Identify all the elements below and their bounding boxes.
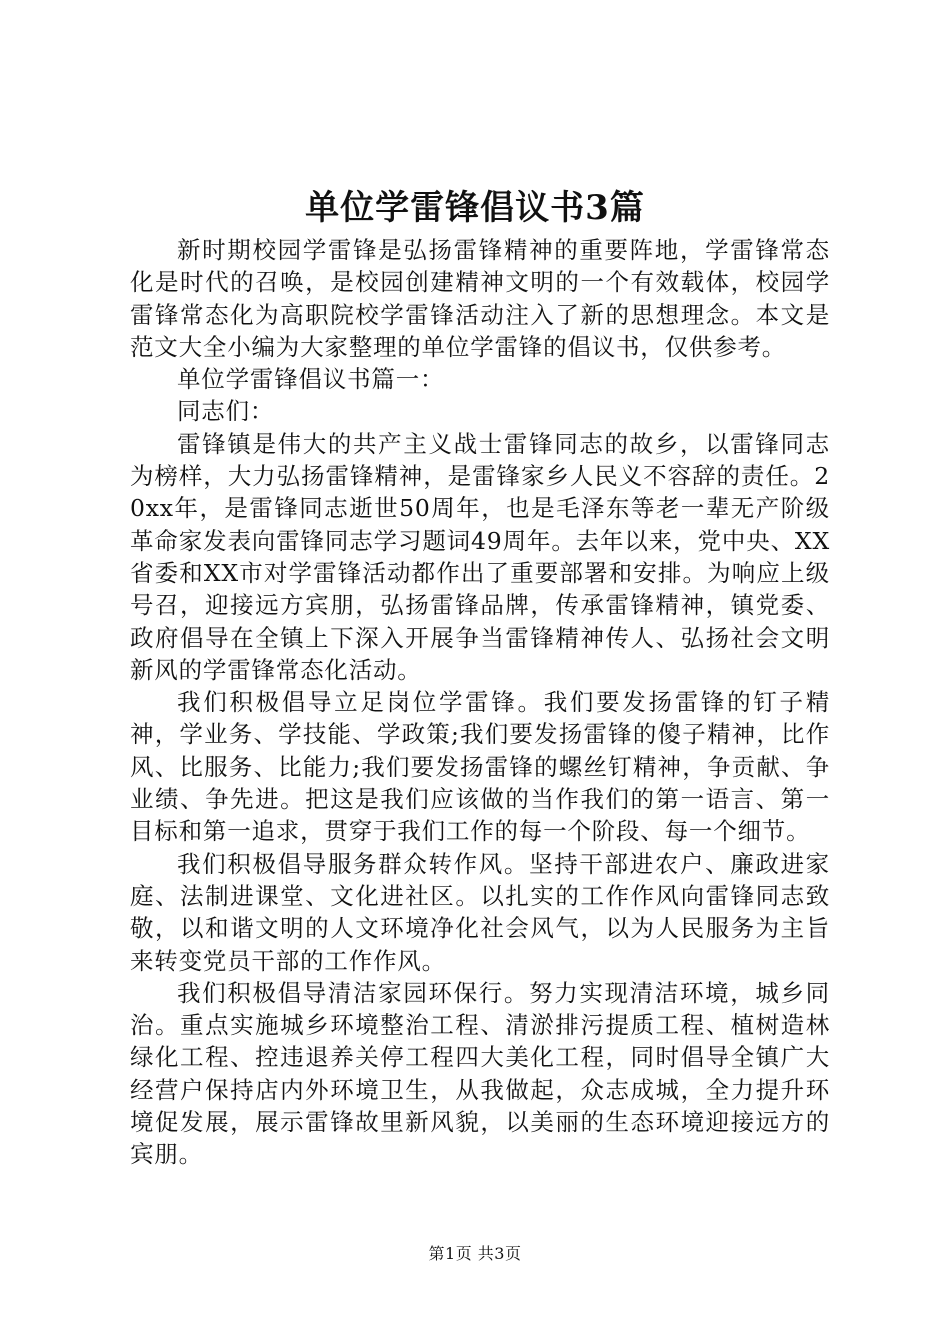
page-number-footer: 第1页 共3页 — [428, 1244, 522, 1263]
body-paragraph: 我们积极倡导清洁家园环保行。努力实现清洁环境，城乡同治。重点实施城乡环境整治工程、清淤排污提质工程、植树造林绿化工程、控违退养关停工程四大美化工程，同时倡导全镇广大经营户保持店内外环境卫生，从我做起，众志成城，全力提升环境促发展，展示雷锋故里新风貌，以美丽的生态环境迎接远方的宾朋。 — [130, 978, 830, 1169]
body-paragraph: 雷锋镇是伟大的共产主义战士雷锋同志的故乡，以雷锋同志为榜样，大力弘扬雷锋精神，是雷锋家乡人民义不容辞的责任。20xx年，是雷锋同志逝世50周年，也是毛泽东等老一辈无产阶级革命家发表向雷锋同志学习题词49周年。去年以来，党中央、XX省委和XX市对学雷锋活动都作出了重要部署和安排。为响应上级号召，迎接远方宾朋，弘扬雷锋品牌，传承雷锋精神，镇党委、政府倡导在全镇上下深入开展争当雷锋精神传人、弘扬社会文明新风的学雷锋常态化活动。 — [130, 429, 830, 684]
section-heading: 单位学雷锋倡议书篇一： — [177, 365, 445, 394]
body-paragraph: 我们积极倡导立足岗位学雷锋。我们要发扬雷锋的钉子精神，学业务、学技能、学政策;我们要发扬雷锋的傻子精神，比作风、比服务、比能力;我们要发扬雷锋的螺丝钉精神，争贡献、争业绩、争先进。把这是我们应该做的当作我们的第一语言、第一目标和第一追求，贯穿于我们工作的每一个阶段、每一个细节。 — [130, 688, 830, 846]
body-paragraph: 我们积极倡导服务群众转作风。坚持干部进农户、廉政进家庭、法制进课堂、文化进社区。以扎实的工作作风向雷锋同志致敬，以和谐文明的人文环境净化社会风气，以为人民服务为主旨来转变党员干部的工作作风。 — [130, 849, 830, 975]
intro-paragraph: 新时期校园学雷锋是弘扬雷锋精神的重要阵地，学雷锋常态化是时代的召唤，是校园创建精神文明的一个有效载体，校园学雷锋常态化为高职院校学雷锋活动注入了新的思想理念。本文是范文大全小编为大家整理的单位学雷锋的倡议书，仅供参考。 — [130, 236, 830, 361]
document-body — [130, 234, 830, 1171]
salutation: 同志们： — [177, 397, 275, 426]
document-title: 单位学雷锋倡议书3篇 — [305, 188, 645, 228]
